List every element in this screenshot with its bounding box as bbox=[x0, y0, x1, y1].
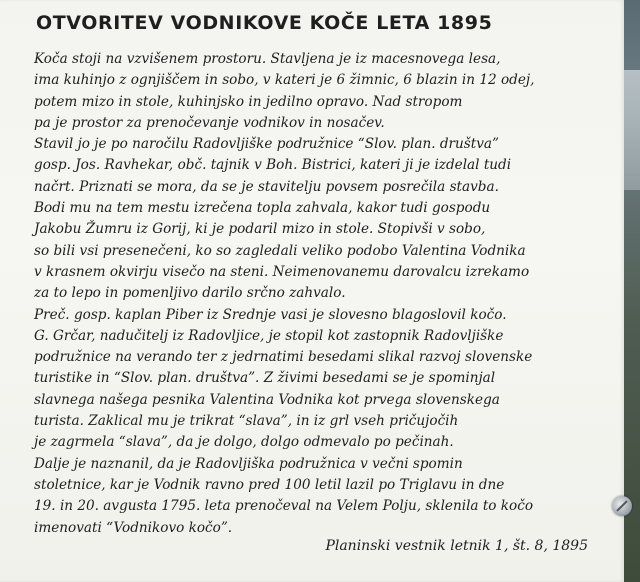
text-line: Stavil jo je po naročilu Radovljiške podružnice “Slov. plan. društva” bbox=[34, 136, 499, 153]
background-snow-patch bbox=[624, 70, 640, 190]
source-citation: Planinski vestnik letnik 1, št. 8, 1895 bbox=[325, 538, 588, 554]
text-line: pa je prostor za prenočevanje vodnikov in nosačev. bbox=[34, 114, 385, 131]
text-line: gosp. Jos. Ravhekar, obč. tajnik v Boh. Bistrici, kateri ji je izdelal tudi bbox=[34, 157, 512, 174]
text-line: turista. Zaklical mu je trikrat “slava”, in iz grl vseh pričujočih bbox=[34, 413, 459, 430]
text-line: Koča stoji na vzvišenem prostoru. Stavljena je iz macesnovega lesa, bbox=[34, 51, 501, 67]
text-line: načrt. Priznati se mora, da se je stavitelju povsem posrečila stavba. bbox=[34, 178, 499, 195]
text-line: G. Grčar, nadučitelj iz Radovljice, je stopil kot zastopnik Radovljiške bbox=[34, 327, 504, 344]
mounting-screw-icon bbox=[612, 496, 632, 516]
text-line: za to lepo in pomenljivo darilo srčno zahvalo. bbox=[34, 285, 346, 302]
sign-title: OTVORITEV VODNIKOVE KOČE LETA 1895 bbox=[36, 12, 493, 34]
text-line: stoletnice, kar je Vodnik ravno pred 100 letil lazil po Triglavu in dne bbox=[34, 476, 505, 493]
text-line: potem mizo in stole, kuhinjsko in jedilno opravo. Nad stropom bbox=[34, 93, 463, 110]
text-line: Preč. gosp. kaplan Piber iz Srednje vasi je slovesno blagoslovil kočo. bbox=[34, 306, 507, 323]
text-line: so bili vsi presenečeni, ko so zagledali veliko podobo Valentina Vodnika bbox=[34, 242, 526, 259]
text-line: imenovati “Vodnikovo kočo”. bbox=[34, 519, 233, 536]
text-line: podružnice na verando ter z jedrnatimi besedami slikal razvoj slovenske bbox=[34, 349, 533, 366]
text-line: turistike in “Slov. plan. društva”. Z živimi besedami se je spominjal bbox=[34, 370, 496, 387]
text-line: slavnega našega pesnika Valentina Vodnika kot prvega slovenskega bbox=[34, 391, 500, 408]
text-line: 19. in 20. avgusta 1795. leta prenočeval na Velem Polju, sklenila to kočo bbox=[34, 498, 534, 515]
text-line: v krasnem okvirju visečo na steni. Neimenovanemu darovalcu izrekamo bbox=[34, 263, 530, 280]
text-line: Bodi mu na tem mestu izrečena topla zahvala, kakor tudi gospodu bbox=[34, 200, 491, 217]
text-line: Jakobu Žumru iz Gorij, ki je podaril mizo in stole. Stopivši v sobo, bbox=[34, 221, 486, 238]
text-line: je zagrmela “slava”, da je dolgo, dolgo odmevalo po pečinah. bbox=[34, 434, 454, 451]
sign-body-text bbox=[34, 49, 614, 539]
text-line: ima kuhinjo z ognjiščem in sobo, v kateri je 6 žimnic, 6 blazin in 12 odej, bbox=[34, 72, 535, 89]
text-line: Dalje je naznanil, da je Radovljiška podružnica v večni spomin bbox=[34, 455, 463, 472]
